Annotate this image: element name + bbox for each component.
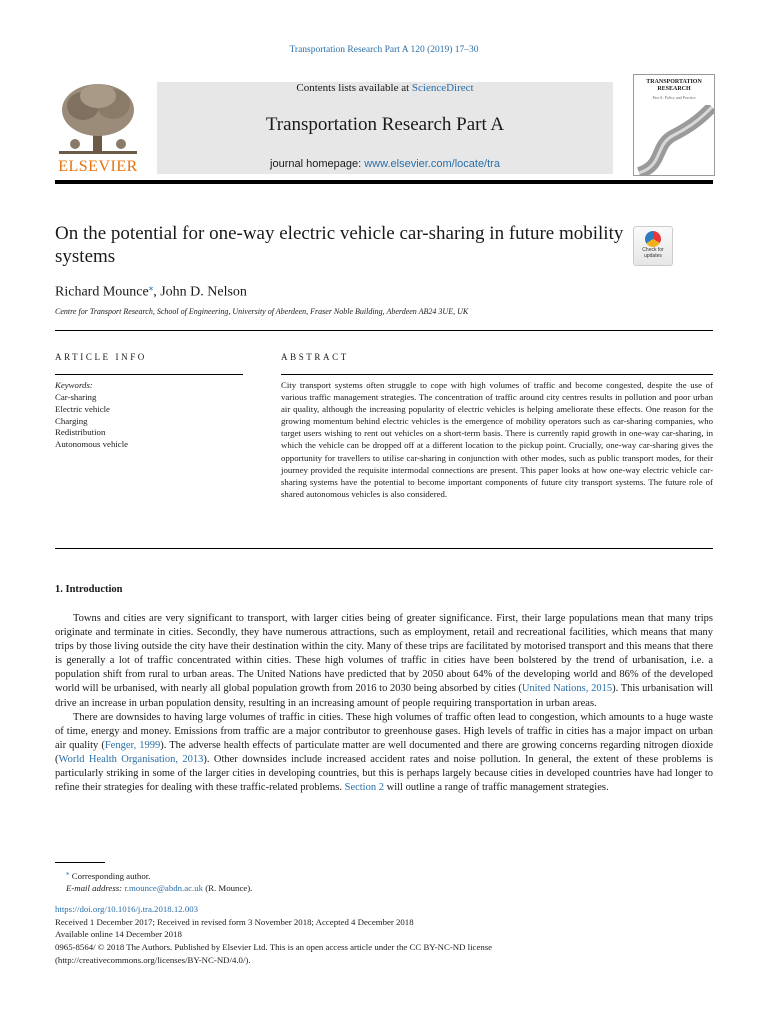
license-line: 0965-8564/ © 2018 The Authors. Published by Elsevier Ltd. This is an open access article under the CC BY-NC-ND license bbox=[55, 942, 493, 953]
author-separator: , bbox=[153, 284, 161, 300]
text-run: Towns and cities are very significant to transport, with larger cities being of greater significance. First, their large populations mean that many trips originate and terminate in cities. Secondly, they have numerous attractions, such as employment, retail and recreational facilities, which means that many trips by those living outside the city have their destination within the city. Many of these trips are facilitated by motorised transport and this means that there is generally a lot of traffic concentrated within cities. These high volumes of traffic in cities have been bolstered by the trend of urbanisation, i.e. a population shift from rural to urban areas. The United Nations have predicted that by 2050 about 64% of the developing world and 86% of the developed world will be urbanised, with nearly all global population growth from 2016 to 2030 being absorbed by cities ( bbox=[55, 613, 713, 695]
doi-link[interactable]: https://doi.org/10.1016/j.tra.2018.12.003 bbox=[55, 904, 199, 914]
keyword: Car-sharing bbox=[55, 392, 97, 402]
elsevier-wordmark: ELSEVIER bbox=[58, 158, 138, 175]
elsevier-logo[interactable] bbox=[55, 80, 141, 176]
citation-link[interactable]: World Health Organisation, 2013 bbox=[58, 753, 204, 765]
body-text bbox=[55, 612, 713, 795]
homepage-link[interactable]: www.elsevier.com/locate/tra bbox=[364, 158, 500, 170]
journal-cover-thumbnail[interactable] bbox=[633, 74, 715, 176]
sciencedirect-link[interactable]: ScienceDirect bbox=[411, 82, 474, 94]
divider bbox=[281, 374, 713, 375]
journal-homepage bbox=[157, 158, 613, 170]
article-metadata bbox=[55, 903, 715, 967]
contents-prefix: Contents lists available at bbox=[296, 82, 412, 94]
text-run: ). Other downsides include increased accident rates and noise pollution. In general, the extent of these problems is particularly striking in some of the larger cities in developing countries, but this is perhaps largely because cities in developed countries have had longer to refine their strategies for dealing with these traffic-related problems. bbox=[55, 753, 713, 794]
license-url[interactable]: (http://creativecommons.org/licenses/BY-NC-ND/4.0/). bbox=[55, 954, 251, 965]
header-rule bbox=[55, 180, 713, 184]
footnote-rule bbox=[55, 862, 105, 863]
available-online: Available online 14 December 2018 bbox=[55, 929, 182, 940]
paragraph bbox=[55, 612, 713, 711]
divider bbox=[55, 330, 713, 331]
crossmark-icon bbox=[645, 231, 661, 247]
divider bbox=[55, 374, 243, 375]
cover-title: TRANSPORTATION RESEARCH bbox=[646, 79, 702, 92]
article-title: On the potential for one-way electric vehicle car-sharing in future mobility systems bbox=[55, 223, 624, 267]
author-name: John D. Nelson bbox=[160, 284, 247, 300]
homepage-prefix: journal homepage: bbox=[270, 158, 365, 170]
email-note bbox=[66, 882, 252, 895]
affiliation: Centre for Transport Research, School of Engineering, University of Aberdeen, Fraser Noble Building, Aberdeen AB24 3UE, UK bbox=[55, 307, 469, 316]
keywords-list bbox=[55, 392, 128, 451]
abstract-heading: ABSTRACT bbox=[281, 352, 349, 362]
journal-banner bbox=[157, 82, 613, 174]
corresponding-author-note bbox=[66, 867, 252, 882]
author-list bbox=[55, 282, 247, 301]
author-name: Richard Mounce bbox=[55, 284, 149, 300]
article-info-heading: ARTICLE INFO bbox=[55, 352, 147, 362]
elsevier-tree-icon bbox=[55, 80, 141, 156]
text-run: Corresponding author. bbox=[69, 870, 151, 881]
keyword: Electric vehicle bbox=[55, 403, 110, 414]
crossmark-line2: updates bbox=[644, 252, 662, 259]
citation-link[interactable]: United Nations, 2015 bbox=[521, 683, 613, 695]
text-run: There are downsides to having large volumes of traffic in cities. These high volumes of traffic often lead to congestion, which amounts to a huge waste of time, energy and money. Emissions from traffic are a major contributor to greenhouse gases. High levels of traffic in cities has a major impact on urban air quality ( bbox=[55, 711, 713, 751]
check-for-updates-button[interactable] bbox=[633, 226, 673, 266]
text-run: will outline a range of traffic management strategies. bbox=[383, 782, 609, 794]
crossmark-line1: Check for bbox=[642, 247, 664, 253]
corresponding-author-mark[interactable]: ⁎ bbox=[148, 282, 154, 292]
keywords-label: Keywords: bbox=[55, 380, 93, 390]
cover-road-graphic bbox=[634, 105, 714, 175]
keyword: Charging bbox=[55, 415, 88, 426]
text-run: (R. Mounce). bbox=[203, 883, 253, 894]
section-heading: 1. Introduction bbox=[55, 584, 123, 595]
contents-line bbox=[157, 82, 613, 94]
footnote-mark: ⁎ bbox=[66, 869, 70, 877]
email-link[interactable]: r.mounce@abdn.ac.uk bbox=[124, 883, 204, 894]
footnote bbox=[66, 867, 252, 895]
running-head[interactable]: Transportation Research Part A 120 (2019) 17–30 bbox=[289, 45, 479, 55]
section-link[interactable]: Section 2 bbox=[344, 782, 384, 794]
keyword: Autonomous vehicle bbox=[55, 439, 129, 450]
journal-title: Transportation Research Part A bbox=[265, 114, 505, 135]
text-run: ). This urbanisation will drive an increase in urban population density, resulting in an increasing amount of people requiring transportation in urban areas. bbox=[55, 683, 713, 709]
cover-subtitle: Part A: Policy and Practice bbox=[652, 95, 696, 100]
keyword: Redistribution bbox=[55, 427, 106, 438]
citation-link[interactable]: Fenger, 1999 bbox=[104, 739, 161, 751]
paragraph bbox=[55, 711, 713, 796]
abstract-text: City transport systems often struggle to cope with high volumes of traffic and become congested, despite the use of various traffic management strategies. The concentration of traffic around city centres results in pollution and poor urban air quality, although the increasing popularity of electric vehicles is helping ameliorate these effects. One reason for the growing momentum behind electric vehicles is the emergence of mobility operators such as car-sharing companies, who target users wishing to rent out vehicles on a short-term basis. There is currently rapid growth in one-way car-sharing, in which the vehicle can be dropped off at a different location to the pickup point. Crucially, one-way car-sharing gives the opportunity for travellers to utilise car-sharing in conjunction with other modes, such as public transport modes, for their journey provided the requisite intermodal connections are present. This paper looks at how one-way electric vehicle car-sharing systems have the potential to become important components of future city transport systems. The future role of shared autonomous vehicles is also considered. bbox=[281, 380, 713, 499]
text-run: ). The adverse health effects of particulate matter are well documented and there are growing concerns regarding nitrogen dioxide ( bbox=[55, 739, 714, 765]
email-label: E-mail address: bbox=[66, 883, 125, 894]
divider bbox=[55, 548, 713, 549]
history-dates: Received 1 December 2017; Received in revised form 3 November 2018; Accepted 4 December 2018 bbox=[55, 916, 414, 927]
